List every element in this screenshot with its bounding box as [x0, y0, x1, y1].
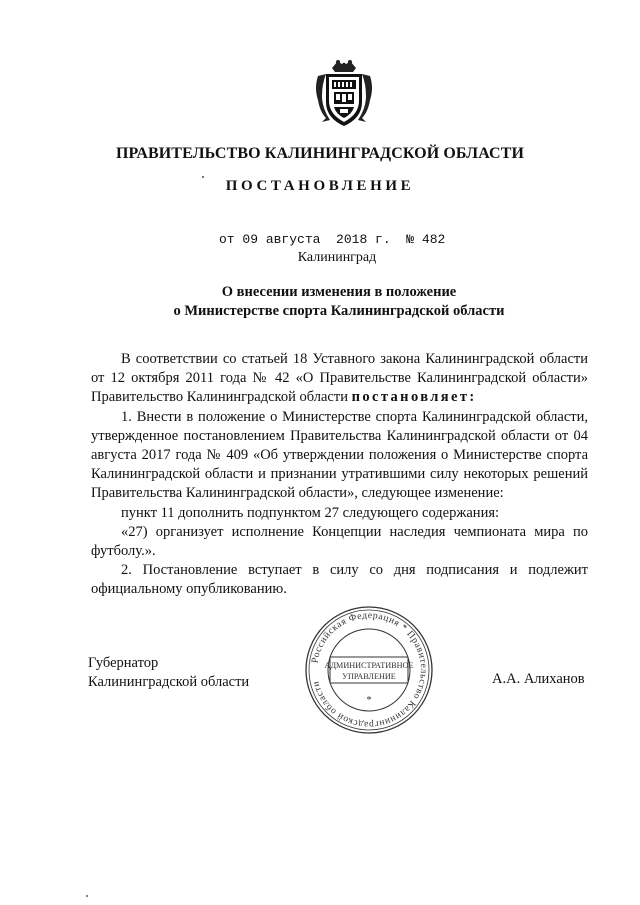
document-type-heading: ПОСТАНОВЛЕНИЕ [225, 178, 415, 194]
number-sign: № [406, 232, 415, 247]
date-number-line [219, 232, 445, 247]
preamble-verb: постановляет: [351, 389, 477, 406]
seal-center-line-2: УПРАВЛЕНИЕ [342, 672, 396, 681]
signatory-name: А.А. Алиханов [492, 671, 585, 687]
date-prefix: от [219, 232, 235, 247]
body-paragraph-amendment-text: «27) организует исполнение Концепции наследия чемпионата мира по футболу.». [91, 523, 588, 560]
signatory-title [88, 654, 249, 692]
body-paragraph-item-2: 2. Постановление вступает в силу со дня подписания и подлежит официальному опубликованию. [91, 562, 588, 598]
signatory-title-line-1: Губернатор [88, 655, 159, 671]
body-paragraph-amendment-intro: пункт 11 дополнить подпунктом 27 следующего содержания: [121, 504, 500, 521]
document-number: 482 [421, 232, 446, 247]
government-title: ПРАВИТЕЛЬСТВО КАЛИНИНГРАДСКОЙ ОБЛАСТИ [115, 145, 525, 162]
official-seal-stamp [301, 605, 437, 735]
city-name: Калининград [297, 250, 377, 265]
seal-ring-text: Российская Федерация * Правительство Калининградской области [309, 609, 430, 731]
preamble-text: В соответствии со статьей 18 Уставного закона Калининградской области от 12 октября 2011 года № 42 «О Правительстве Калининградской области» Правительство Калининградской области [91, 351, 588, 406]
document-body [91, 350, 588, 600]
scan-speck-bottom [86, 895, 88, 897]
body-paragraph-preamble [91, 350, 588, 408]
subject-line-2: о Министерстве спорта Калининградской области [173, 303, 505, 319]
document-subject [0, 283, 640, 321]
seal-star: * [366, 695, 372, 706]
svg-text:Российская Федерация * Правите [309, 610, 429, 730]
seal-center-line-1: АДМИНИСТРАТИВНОЕ [324, 661, 414, 670]
date-year: 2018 г. [336, 232, 391, 247]
body-paragraph-item-1: 1. Внести в положение о Министерстве спорта Калининградской области, утвержденное постановлением Правительства Калининградской области от 04 августа 2017 года № 409 «Об утверждении положения о Министерстве спорта Калининградской области и признании утратившими силу некоторых решений Правительства Калининградской области», следующее изменение: [91, 408, 588, 502]
coat-of-arms-emblem [312, 58, 376, 130]
date-day-month: 09 августа [242, 232, 321, 247]
signatory-title-line-2: Калининградской области [88, 674, 250, 690]
subject-line-1: О внесении изменения в положение [221, 284, 457, 300]
